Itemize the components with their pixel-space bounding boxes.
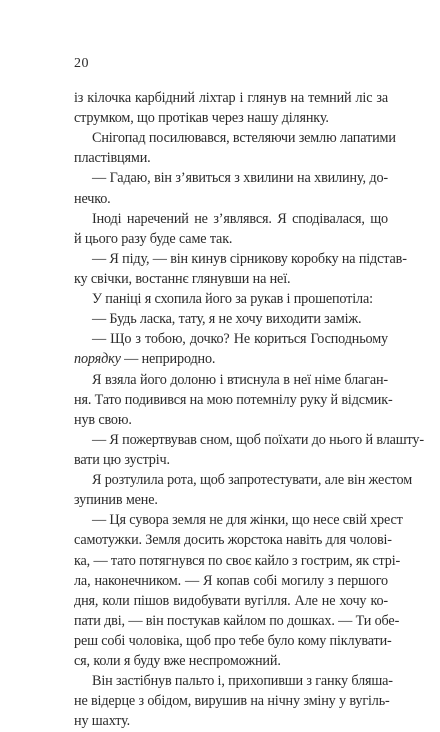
text-line: реш собі чоловіка, щоб про тебе було кому піклувати- bbox=[74, 632, 392, 649]
italic-word: порядку bbox=[74, 351, 121, 368]
text-line: Він застібнув пальто і, прихопивши з ганку бляша- bbox=[92, 673, 393, 690]
text-line: ла, наконечником. — Я копав собі могилу з першого bbox=[74, 572, 388, 589]
text-line: Я розтулила рота, щоб запротестувати, але він жестом bbox=[92, 472, 413, 489]
text-line: — Що з тобою, дочко? Не кориться Господньому bbox=[92, 331, 388, 348]
text-line: порядку — неприродно. bbox=[74, 351, 216, 368]
text-line: — Я піду, — він кинув сірникову коробку на підстав- bbox=[92, 250, 407, 267]
text-line: ку свічки, востаннє глянувши на неї. bbox=[74, 270, 291, 287]
text-line: нечко. bbox=[74, 190, 111, 207]
text-line: вати цю зустріч. bbox=[74, 451, 170, 468]
text-line: Снігопад посилювався, встеляючи землю лапатими bbox=[92, 130, 396, 147]
text-line: Іноді наречений не з’являвся. Я сподівалася, що bbox=[92, 210, 388, 227]
body-text bbox=[74, 88, 424, 732]
text-line: ся, коли я буду вже неспроможний. bbox=[74, 653, 281, 670]
text-line: зупинив мене. bbox=[74, 492, 158, 509]
text-line: — Будь ласка, тату, я не хочу виходити заміж. bbox=[92, 311, 362, 328]
text-line: пластівцями. bbox=[74, 150, 151, 167]
text-line: із кілочка карбідний ліхтар і глянув на темний ліс за bbox=[74, 90, 388, 106]
text-line: струмком, що протікав через нашу ділянку. bbox=[74, 110, 329, 127]
text-line: нув свою. bbox=[74, 411, 132, 428]
text-line: Я взяла його долоню і втиснула в неї німе благан- bbox=[92, 371, 388, 388]
text-line: ну шахту. bbox=[74, 713, 131, 730]
page-number: 20 bbox=[74, 56, 89, 71]
text-line: ня. Тато подивився на мою потемнілу руку й відсмик- bbox=[74, 391, 393, 408]
text-line: пати дві, — він постукав кайлом по дошках. — Ти обе- bbox=[74, 612, 400, 629]
text-line: й цього разу буде саме так. bbox=[74, 230, 233, 247]
text-line: — Я пожертвував сном, щоб поїхати до нього й влашту- bbox=[92, 431, 424, 448]
text-line: дня, коли пішов видобувати вугілля. Але не хочу ко- bbox=[74, 592, 388, 609]
text-line: — Гадаю, він з’явиться з хвилини на хвилину, до- bbox=[92, 170, 388, 187]
text-line: — Ця сувора земля не для жінки, що несе свій хрест bbox=[92, 512, 403, 529]
text-line: не відерце з обідом, вирушив на нічну зміну у вугіль- bbox=[74, 693, 390, 710]
text-line: У паніці я схопила його за рукав і прошепотіла: bbox=[92, 291, 373, 308]
text-line: ка, — тато потягнувся по своє кайло з гострим, як стрі- bbox=[74, 552, 401, 569]
text-line: самотужки. Земля досить жорстока навіть для чолові- bbox=[74, 532, 392, 549]
